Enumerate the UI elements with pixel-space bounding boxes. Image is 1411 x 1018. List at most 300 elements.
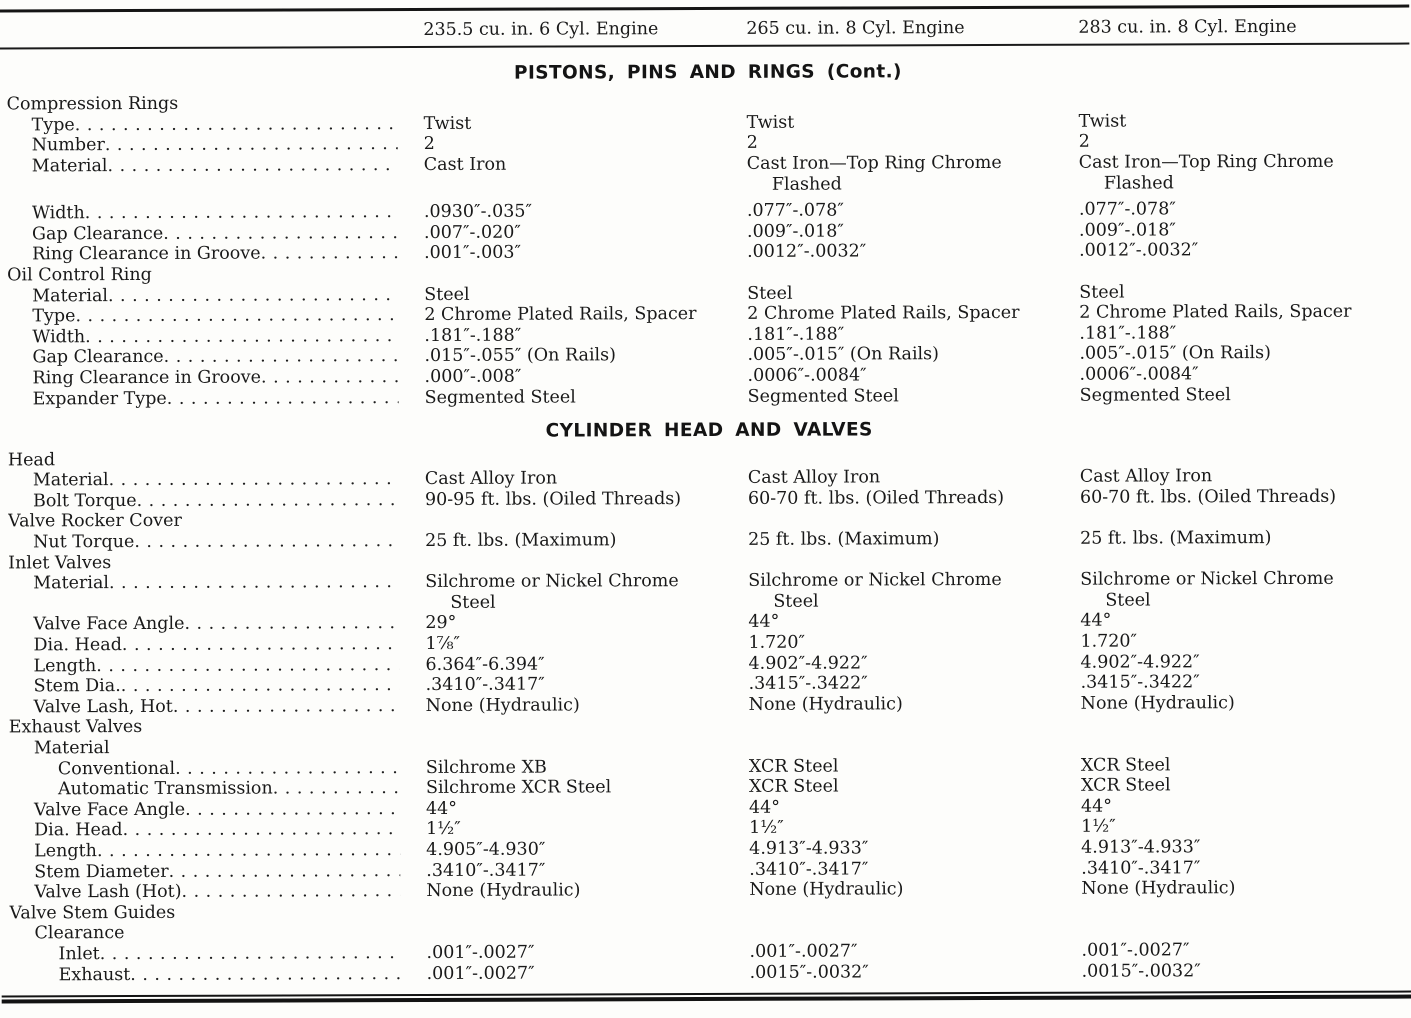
- sections: [6, 60, 1411, 985]
- row-label-cell: [7, 202, 424, 224]
- row-label-cell: [9, 737, 426, 759]
- spec-value: [1079, 363, 1410, 385]
- row-label: Inlet: [58, 944, 100, 965]
- spec-value: [1079, 240, 1410, 262]
- row-label-cell: [9, 819, 426, 841]
- spec-value: [426, 818, 749, 840]
- value-line: 60-70 ft. lbs. (Oiled Threads): [747, 487, 1005, 509]
- value-line: 1.720″: [1080, 631, 1138, 652]
- row-label: Valve Lash (Hot): [34, 881, 182, 903]
- spec-value: [1081, 692, 1411, 714]
- row-label: Valve Face Angle: [33, 799, 186, 821]
- value-line: 44°: [1080, 796, 1113, 817]
- value-line: Cast Alloy Iron: [424, 468, 558, 490]
- value-line: .181″-.188″: [747, 324, 845, 345]
- spec-value: [1081, 837, 1411, 859]
- spec-value: [747, 220, 1079, 242]
- spec-value: [747, 132, 1079, 154]
- spec-value: [426, 798, 749, 820]
- row-label-cell: [9, 922, 426, 944]
- dot-leader: [108, 285, 398, 307]
- row-label-cell: [8, 655, 425, 677]
- row-label-cell: [7, 264, 424, 286]
- spec-row: [10, 960, 1411, 985]
- dot-leader: [163, 223, 398, 244]
- value-line: 44°: [748, 797, 781, 818]
- value-line: 1.720″: [748, 632, 806, 653]
- row-label-cell: [7, 134, 424, 156]
- value-line: XCR Steel: [748, 776, 839, 798]
- spec-value: [747, 241, 1079, 263]
- dot-leader: [130, 964, 400, 986]
- value-line: 2 Chrome Plated Rails, Spacer: [1079, 301, 1352, 323]
- row-label: Clearance: [34, 923, 125, 944]
- value-line: 1½″: [426, 819, 461, 840]
- spec-value: [1079, 219, 1410, 241]
- value-line: .3410″-.3417″: [425, 674, 545, 696]
- spec-value: [1080, 466, 1411, 488]
- value-line: Silchrome or Nickel Chrome: [748, 570, 1002, 592]
- row-label: Width: [32, 326, 86, 348]
- spec-row: [8, 569, 1411, 615]
- row-label-cell: [9, 881, 426, 903]
- dot-leader: [167, 388, 399, 409]
- spec-value: [747, 282, 1079, 304]
- dot-leader: [137, 490, 399, 512]
- spec-value: [747, 344, 1079, 366]
- dot-leader: [100, 943, 401, 965]
- row-label-cell: [9, 778, 426, 800]
- value-line: XCR Steel: [748, 756, 839, 777]
- value-line: Segmented Steel: [747, 385, 899, 407]
- row-label: Exhaust: [58, 964, 131, 985]
- value-line: 2: [746, 133, 758, 154]
- bottom-rule: [2, 991, 1411, 1004]
- row-label-cell: [9, 716, 426, 738]
- value-line: .001″-.0027″: [426, 963, 535, 984]
- row-label-cell: [7, 285, 424, 307]
- dot-leader: [182, 881, 401, 902]
- spec-value: [424, 283, 747, 305]
- value-line: Cast Iron—Top Ring Chrome: [746, 152, 1002, 174]
- row-label: Width: [31, 203, 85, 224]
- spec-value: [426, 859, 749, 881]
- dot-leader: [105, 134, 398, 156]
- row-label-cell: [9, 840, 426, 862]
- spec-value: [426, 777, 749, 799]
- row-label: Gap Clearance: [32, 347, 164, 368]
- dot-leader: [107, 155, 397, 177]
- spec-sheet-page: [0, 5, 1411, 1018]
- value-line: 1½″: [749, 818, 784, 839]
- value-line: .3415″-.3422″: [748, 673, 868, 695]
- spec-value: [1080, 610, 1411, 632]
- value-line: Silchrome XB: [425, 757, 547, 778]
- row-label: Oil Control Ring: [7, 264, 152, 286]
- row-label: Valve Rocker Cover: [7, 511, 182, 532]
- value-line: None (Hydraulic): [426, 880, 581, 902]
- value-line: None (Hydraulic): [1081, 878, 1236, 899]
- spec-value: [748, 632, 1080, 654]
- spec-value: [425, 612, 748, 634]
- value-line: 4.905″-4.930″: [426, 839, 546, 860]
- spec-value: [1080, 651, 1411, 673]
- spec-value: [748, 611, 1080, 633]
- spec-value: [749, 858, 1081, 880]
- spec-value: [424, 366, 747, 388]
- spec-value: [424, 222, 747, 244]
- value-line: Twist: [1078, 111, 1127, 132]
- row-label: Automatic Transmission: [57, 778, 273, 800]
- spec-value: [750, 961, 1082, 983]
- value-line: 4.902″-4.922″: [748, 653, 868, 674]
- section-heading: PISTONS, PINS AND RINGS (Cont.): [513, 60, 902, 84]
- spec-value: [425, 653, 748, 675]
- value-line: 2 Chrome Plated Rails, Spacer: [424, 304, 697, 326]
- column-header-283: 283 cu. in. 8 Cyl. Engine: [1078, 16, 1297, 38]
- spec-value: [425, 571, 748, 613]
- value-line: .181″-.188″: [1079, 323, 1177, 344]
- header-rule: [0, 42, 1409, 49]
- row-label: Material: [32, 285, 108, 306]
- spec-value: [1081, 816, 1411, 838]
- row-label-cell: [9, 902, 426, 924]
- row-label: Exhaust Valves: [8, 717, 143, 738]
- spec-value: [424, 325, 747, 347]
- row-label-cell: [8, 490, 425, 512]
- spec-value: [1079, 152, 1410, 194]
- value-line: 6.364″-6.394″: [425, 654, 545, 675]
- value-line: Flashed: [1103, 172, 1174, 194]
- row-label: Number: [31, 135, 105, 156]
- row-label: Type: [32, 306, 76, 327]
- row-label: Length: [33, 655, 97, 676]
- value-line: .0930″-.035″: [423, 201, 533, 223]
- spec-value: [1081, 754, 1411, 776]
- value-line: .001″-.0027″: [1081, 940, 1190, 961]
- row-label-cell: [7, 155, 424, 177]
- spec-value: [1079, 343, 1410, 365]
- row-label: Material: [33, 573, 110, 594]
- dot-leader: [261, 243, 399, 264]
- spec-value: [748, 570, 1080, 612]
- value-line: .0012″-.0032″: [1079, 240, 1199, 262]
- spec-value: [425, 386, 748, 408]
- value-line: Steel: [424, 284, 470, 305]
- dot-leader: [109, 572, 399, 594]
- dot-leader: [121, 675, 400, 697]
- value-line: Steel: [1079, 282, 1125, 303]
- value-line: .005″-.015″ (On Rails): [747, 344, 939, 366]
- row-label-cell: [9, 675, 426, 697]
- row-label-cell: [8, 510, 425, 532]
- spec-value: [747, 153, 1079, 195]
- dot-leader: [97, 840, 400, 862]
- value-line: Cast Iron: [423, 154, 507, 175]
- value-line: Steel: [773, 591, 819, 612]
- row-label: Material: [32, 470, 109, 491]
- spec-value: [1079, 281, 1410, 303]
- value-line: 4.913″-4.933″: [749, 838, 869, 859]
- value-line: Silchrome XCR Steel: [425, 777, 612, 799]
- value-line: 44°: [748, 612, 780, 633]
- value-line: .001″-.003″: [424, 242, 522, 264]
- row-label-cell: [8, 572, 425, 594]
- value-line: 60-70 ft. lbs. (Oiled Threads): [1079, 486, 1337, 508]
- row-label-cell: [9, 696, 426, 718]
- value-line: .181″-.188″: [424, 325, 522, 346]
- row-label: Material: [33, 738, 110, 759]
- row-label: Compression Rings: [6, 94, 179, 115]
- spec-value: [1079, 199, 1410, 221]
- value-line: .009″-.018″: [746, 221, 844, 242]
- spec-value: [748, 529, 1080, 551]
- value-line: 44°: [1080, 611, 1112, 632]
- value-line: .0012″-.0032″: [747, 241, 867, 263]
- value-line: Cast Iron—Top Ring Chrome: [1078, 151, 1334, 173]
- row-label: Dia. Head: [34, 820, 123, 841]
- row-label: Nut Torque: [33, 532, 135, 553]
- engine-columns-header: [6, 17, 1409, 42]
- spec-value: [425, 489, 748, 511]
- spec-value: [749, 755, 1081, 777]
- row-label-cell: [8, 552, 425, 574]
- spec-value: [747, 365, 1079, 387]
- spec-value: [749, 941, 1081, 963]
- row-label-cell: [7, 93, 424, 115]
- row-label: Dia. Head: [33, 635, 122, 656]
- spec-value: [425, 530, 748, 552]
- value-line: 90-95 ft. lbs. (Oiled Threads): [424, 488, 682, 510]
- row-label: Valve Lash, Hot: [33, 696, 173, 718]
- row-label-cell: [9, 799, 426, 821]
- dot-leader: [122, 634, 400, 656]
- dot-leader: [75, 114, 398, 136]
- spec-value: [1079, 302, 1410, 324]
- column-header-265: 265 cu. in. 8 Cyl. Engine: [746, 18, 965, 39]
- row-label-cell: [9, 861, 426, 883]
- value-line: 2: [423, 134, 435, 155]
- spec-value: [749, 673, 1081, 695]
- row-label-cell: [7, 223, 424, 245]
- spec-value: [425, 633, 748, 655]
- spec-value: [749, 796, 1081, 818]
- spec-value: [424, 304, 747, 326]
- value-line: 25 ft. lbs. (Maximum): [425, 530, 617, 552]
- spec-value: [748, 488, 1080, 510]
- row-label-cell: [8, 613, 425, 635]
- spec-value: [1079, 322, 1410, 344]
- value-line: Flashed: [771, 174, 842, 195]
- value-line: XCR Steel: [1080, 775, 1171, 796]
- value-line: .3410″-.3417″: [426, 860, 546, 881]
- dot-leader: [273, 778, 400, 799]
- dot-leader: [169, 861, 401, 882]
- row-label: Stem Diameter: [34, 861, 169, 882]
- value-line: 2: [1078, 132, 1090, 153]
- value-line: .015″-.055″ (On Rails): [424, 345, 616, 367]
- spec-value: [1080, 569, 1411, 611]
- value-line: Steel: [450, 592, 496, 613]
- value-line: None (Hydraulic): [1080, 692, 1235, 714]
- spec-value: [424, 113, 747, 135]
- spec-value: [1080, 528, 1411, 550]
- row-label: Valve Face Angle: [33, 614, 185, 635]
- value-line: 25 ft. lbs. (Maximum): [748, 529, 940, 550]
- value-line: Segmented Steel: [424, 386, 576, 408]
- spec-value: [427, 962, 750, 984]
- spec-value: [426, 839, 749, 861]
- dot-leader: [134, 531, 399, 553]
- row-label-cell: [10, 964, 427, 986]
- row-label: Material: [31, 156, 108, 177]
- spec-value: [749, 694, 1081, 716]
- row-label-cell: [8, 469, 425, 491]
- spec-value: [424, 201, 747, 223]
- row-label-cell: [8, 449, 425, 471]
- row-label: Head: [7, 449, 56, 471]
- row-label: Gap Clearance: [31, 223, 164, 245]
- row-label-cell: [7, 326, 424, 348]
- spec-value: [747, 323, 1079, 345]
- value-line: Segmented Steel: [1079, 384, 1231, 406]
- value-line: Steel: [1105, 590, 1151, 611]
- value-line: 4.902″-4.922″: [1080, 651, 1200, 673]
- row-label-cell: [8, 634, 425, 656]
- dot-leader: [184, 614, 399, 635]
- value-line: 29°: [425, 613, 457, 634]
- spec-value: [426, 880, 749, 902]
- row-label: Stem Dia.: [33, 676, 121, 697]
- value-line: Silchrome or Nickel Chrome: [1080, 569, 1334, 590]
- row-label-cell: [7, 367, 424, 389]
- value-line: .005″-.015″ (On Rails): [1079, 343, 1271, 365]
- value-line: .077″-.078″: [746, 200, 844, 222]
- dot-leader: [185, 799, 400, 820]
- top-rule: [0, 5, 1409, 13]
- value-line: .0015″-.0032″: [1081, 960, 1201, 982]
- spec-value: [749, 817, 1081, 839]
- row-label-cell: [8, 387, 425, 409]
- value-line: .3410″-.3417″: [749, 858, 869, 880]
- spec-value: [426, 756, 749, 778]
- spec-value: [426, 695, 749, 717]
- dot-leader: [85, 326, 398, 348]
- dot-leader: [164, 346, 399, 367]
- spec-value: [748, 467, 1080, 489]
- value-line: Twist: [746, 112, 795, 133]
- row-label-cell: [7, 114, 424, 136]
- spec-value: [1081, 878, 1411, 900]
- dot-leader: [175, 758, 400, 779]
- value-line: Cast Alloy Iron: [747, 467, 881, 489]
- value-line: 2 Chrome Plated Rails, Spacer: [747, 303, 1020, 324]
- value-line: .3415″-.3422″: [1080, 672, 1200, 693]
- value-line: .0006″-.0084″: [747, 365, 867, 386]
- header-spacer: [6, 20, 423, 42]
- value-line: None (Hydraulic): [749, 879, 904, 901]
- dot-leader: [123, 819, 401, 841]
- spec-row: [7, 152, 1410, 198]
- value-line: .001″-.0027″: [426, 942, 535, 963]
- spec-value: [424, 242, 747, 264]
- value-line: None (Hydraulic): [425, 695, 580, 716]
- value-line: .0006″-.0084″: [1079, 364, 1199, 385]
- spec-value: [424, 154, 747, 176]
- spec-value: [749, 838, 1081, 860]
- section-heading: CYLINDER HEAD AND VALVES: [545, 419, 873, 442]
- value-line: Cast Alloy Iron: [1079, 466, 1213, 487]
- value-line: Steel: [747, 283, 793, 304]
- spec-value: [1082, 960, 1411, 982]
- row-label: Type: [31, 114, 75, 136]
- spec-value: [426, 942, 749, 964]
- dot-leader: [261, 367, 399, 388]
- spec-value: [748, 385, 1080, 407]
- spec-value: [1080, 631, 1411, 653]
- column-header-235: 235.5 cu. in. 6 Cyl. Engine: [423, 19, 659, 40]
- row-label-cell: [9, 758, 426, 780]
- spec-value: [749, 776, 1081, 798]
- spec-value: [747, 303, 1079, 325]
- value-line: .077″-.078″: [1078, 199, 1176, 220]
- value-line: Twist: [423, 113, 472, 134]
- value-line: .000″-.008″: [424, 366, 522, 387]
- value-line: 44°: [425, 798, 458, 819]
- spec-value: [1081, 857, 1411, 879]
- spec-row: [8, 384, 1411, 409]
- spec-value: [424, 345, 747, 367]
- row-label-cell: [8, 531, 425, 553]
- row-label-cell: [7, 243, 424, 265]
- row-label: Ring Clearance in Groove: [32, 367, 262, 389]
- spec-value: [1081, 672, 1411, 694]
- spec-value: [1081, 775, 1411, 797]
- row-label: Valve Stem Guides: [9, 902, 176, 924]
- value-line: .007″-.020″: [423, 222, 521, 243]
- row-label: Expander Type: [32, 388, 167, 409]
- dot-leader: [75, 305, 398, 327]
- row-label: Length: [34, 841, 97, 862]
- row-label-cell: [9, 943, 426, 965]
- row-label: Bolt Torque: [32, 490, 137, 512]
- value-line: .0015″-.0032″: [749, 961, 869, 983]
- spec-value: [425, 468, 748, 490]
- spec-value: [747, 111, 1079, 133]
- value-line: .009″-.018″: [1078, 220, 1176, 241]
- row-label: Ring Clearance in Groove: [32, 243, 261, 265]
- spec-value: [1080, 384, 1411, 406]
- spec-value: [1081, 939, 1411, 961]
- spec-value: [424, 133, 747, 155]
- spec-value: [1079, 131, 1410, 153]
- spec-value: [747, 200, 1079, 222]
- spec-value: [1080, 486, 1411, 508]
- row-label: Conventional: [57, 758, 176, 779]
- spec-value: [748, 652, 1080, 674]
- row-label: Inlet Valves: [8, 552, 112, 574]
- value-line: 1½″: [1081, 816, 1116, 838]
- dot-leader: [109, 469, 399, 491]
- spec-value: [1081, 795, 1411, 817]
- value-line: .3410″-.3417″: [1081, 857, 1201, 879]
- dot-leader: [85, 202, 398, 224]
- value-line: XCR Steel: [1080, 754, 1171, 776]
- row-label-cell: [7, 305, 424, 327]
- value-line: 4.913″-4.933″: [1081, 837, 1201, 858]
- value-line: None (Hydraulic): [748, 694, 903, 715]
- row-label-cell: [7, 346, 424, 368]
